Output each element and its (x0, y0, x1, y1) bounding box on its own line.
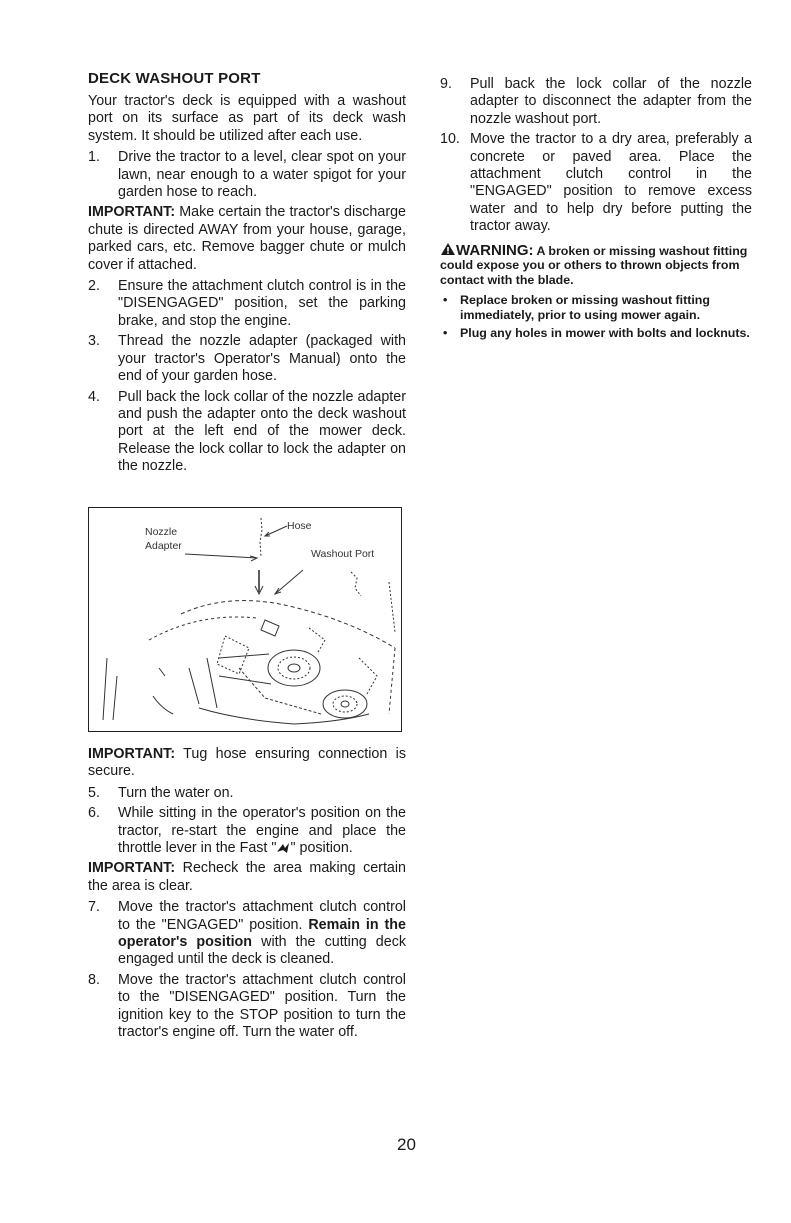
step-text-bold: Remain in the operator's position (118, 916, 406, 951)
deck-washout-illustration (88, 507, 402, 732)
step-8 (88, 972, 406, 1042)
mower-deck-drawing (89, 508, 401, 731)
section-heading: DECK WASHOUT PORT (88, 70, 261, 87)
step-text-b: with the cutting deck engaged until the deck is cleaned. (118, 934, 407, 968)
step-7 (88, 899, 406, 969)
step-text-b: " position. (290, 840, 353, 857)
warning-text: A broken or missing washout fitting could expose you or others to thrown objects from contact with the blade. (440, 243, 748, 287)
warning-bullet-2 (440, 326, 752, 341)
step-number: 8. (88, 971, 100, 988)
bullet-icon: • (443, 326, 448, 341)
step-number: 6. (88, 805, 100, 822)
important-text: Tug hose ensuring connection is secure. (88, 746, 406, 780)
warning-triangle-icon (440, 242, 456, 256)
label-washout-port: Washout Port (311, 548, 375, 560)
step-4 (88, 389, 406, 476)
label-hose: Hose (287, 520, 312, 532)
step-3 (88, 333, 406, 385)
important-label: IMPORTANT: (88, 746, 176, 762)
step-text: Thread the nozzle adapter (packaged with your tractor's Operator's Manual) onto the end of your garden hose. (118, 333, 406, 385)
step-text: Pull back the lock collar of the nozzle adapter and push the adapter onto the deck washout port at the left end of the mower deck. Release the lock collar to lock the adapter on the nozzle. (118, 388, 406, 475)
bullet-text: Plug any holes in mower with bolts and locknuts. (460, 326, 750, 341)
intro-paragraph: Your tractor's deck is equipped with a washout port on its surface as part of its deck wash system. It should be utilized after each use. (88, 93, 406, 144)
bullet-text: Replace broken or missing washout fitting immediately, prior to using mower again. (460, 293, 710, 322)
important-text: Recheck the area making certain the area is clear. (88, 860, 406, 894)
step-number: 1. (88, 149, 100, 166)
fast-throttle-icon (276, 842, 290, 854)
step-6 (88, 805, 406, 857)
step-number: 5. (88, 784, 100, 801)
step-number: 10. (440, 131, 460, 148)
step-text: Move the tractor's attachment clutch control to the "DISENGAGED" position. Turn the ignition key to the STOP position to turn the tractor's engine off. Turn the water off. (118, 971, 406, 1041)
step-text: Turn the water on. (118, 784, 234, 801)
warning-label: WARNING: (456, 241, 534, 259)
label-nozzle: Nozzle (145, 526, 178, 538)
step-2 (88, 278, 406, 330)
left-column (88, 70, 406, 479)
important-label: IMPORTANT: (88, 860, 176, 877)
important-label: IMPORTANT: (88, 204, 176, 221)
step-text-a: Move the tractor's attachment clutch control to the "ENGAGED" position. (118, 899, 406, 933)
step-text: Move the tractor to a dry area, preferably a concrete or paved area. Place the attachment clutch control in the "ENGAGED" position to remove excess water and to help dry before putting the tractor away. (470, 131, 752, 235)
step-9 (440, 76, 752, 128)
page-number: 20 (397, 1135, 416, 1154)
step-text-a: While sitting in the operator's position on the tractor, re-start the engine and place the throttle lever in the Fast " (118, 805, 406, 857)
important-note-1 (88, 204, 406, 274)
warning-bullet-1 (440, 293, 752, 322)
step-number: 2. (88, 278, 100, 295)
step-number: 4. (88, 388, 100, 405)
step-number: 3. (88, 333, 100, 350)
step-1 (88, 149, 406, 201)
step-5 (88, 785, 406, 802)
important-note-2 (88, 746, 406, 781)
right-column (440, 76, 752, 345)
step-text: Ensure the attachment clutch control is in the "DISENGAGED" position, set the parking brake, and stop the engine. (118, 278, 406, 329)
important-text: Make certain the tractor's discharge chute is directed AWAY from your house, garage, parked cars, etc. Remove bagger chute or mulch cover if attached. (88, 204, 406, 273)
step-text: Drive the tractor to a level, clear spot on your lawn, near enough to a water spigot for your garden hose to reach. (118, 149, 406, 201)
step-number: 7. (88, 899, 100, 916)
step-text: Pull back the lock collar of the nozzle adapter to disconnect the adapter from the nozzle washout port. (470, 76, 752, 127)
step-number: 9. (440, 76, 452, 92)
lower-left-column (88, 746, 406, 1045)
warning-block (440, 242, 752, 288)
bullet-icon: • (443, 293, 448, 308)
step-10 (440, 131, 752, 235)
important-note-3 (88, 860, 406, 895)
label-adapter: Adapter (145, 540, 182, 552)
